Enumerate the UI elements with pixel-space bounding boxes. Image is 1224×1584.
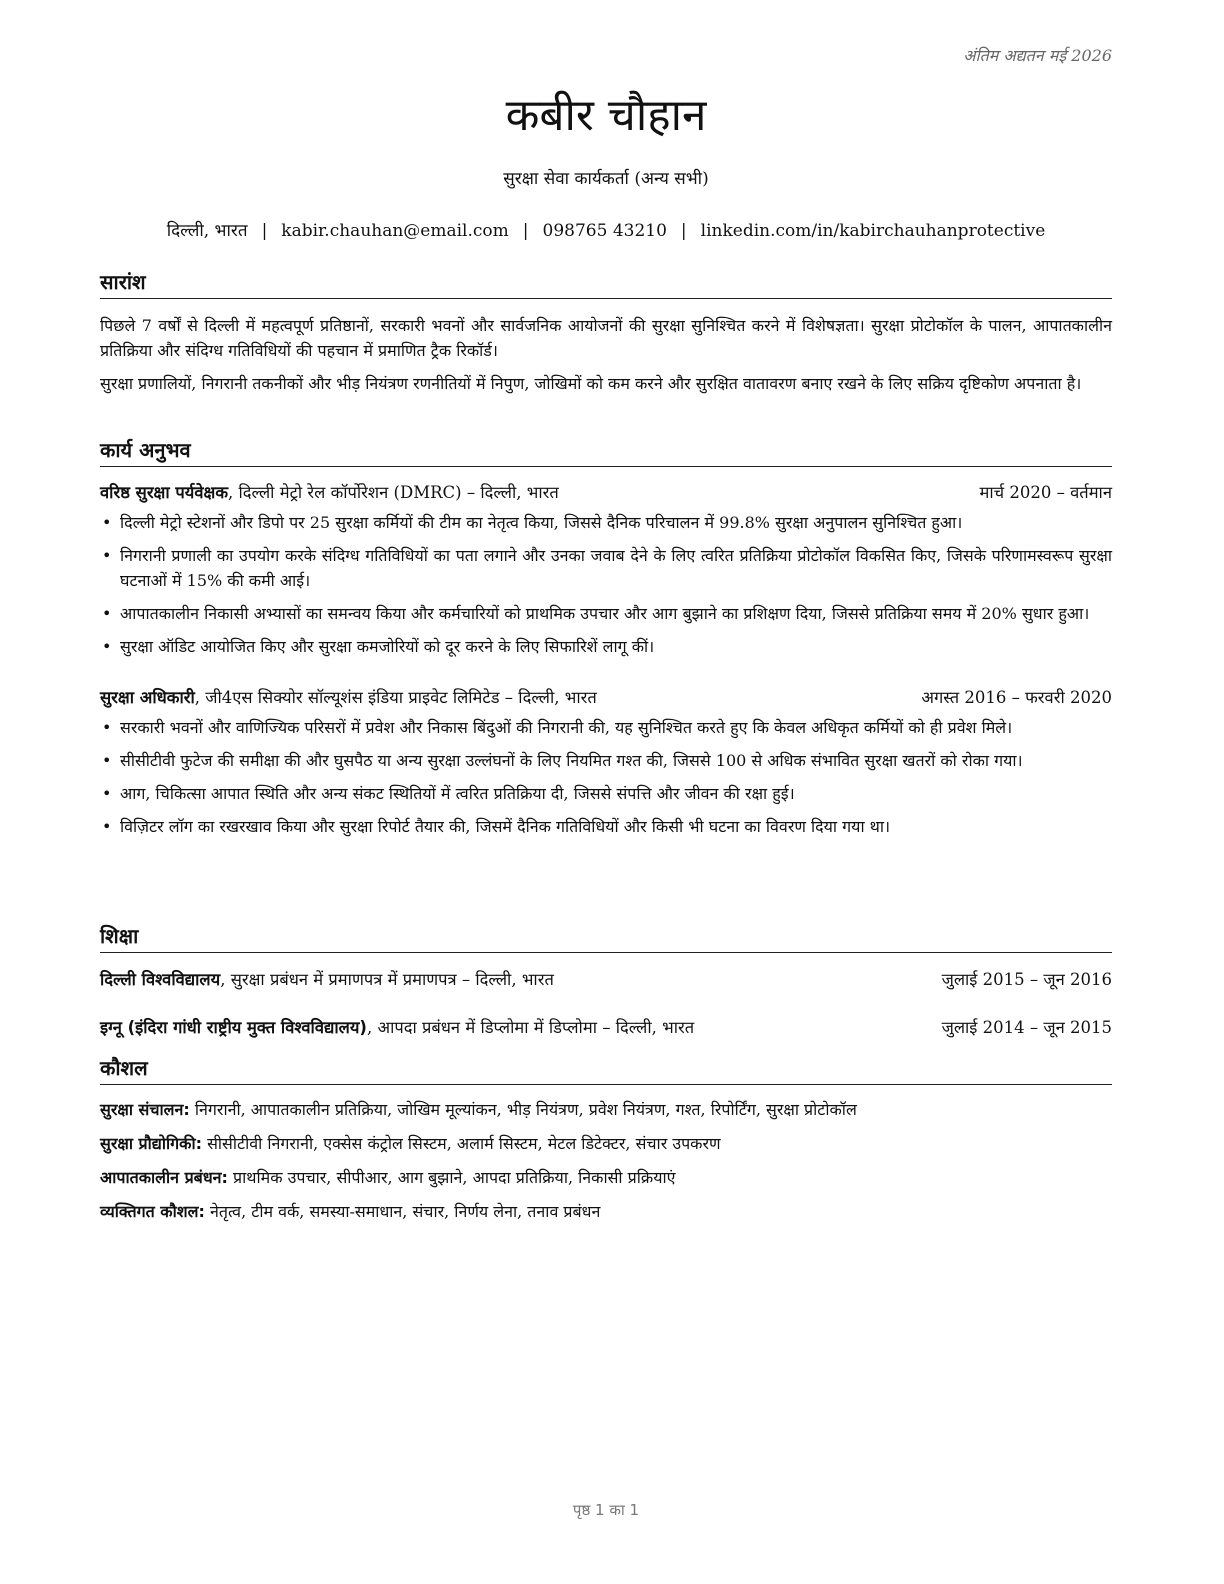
job-bullets bbox=[100, 510, 1112, 659]
contact-linkedin[interactable]: linkedin.com/in/kabirchauhanprotective bbox=[700, 221, 1046, 241]
summary-section bbox=[100, 268, 1112, 396]
list-item: • सीसीटीवी फुटेज की समीक्षा की और घुसपैठ या अन्य सुरक्षा उल्लंघनों के लिए नियमित गश्त की, जिससे 100 से अधिक संभावित सुरक्षा खतरों को रोका गया। bbox=[102, 751, 1023, 770]
experience-section bbox=[100, 436, 1112, 839]
education-heading: शिक्षा bbox=[100, 922, 1112, 953]
skills-value: सीसीटीवी निगरानी, एक्सेस कंट्रोल सिस्टम, अलार्म सिस्टम, मेटल डिटेक्टर, संचार उपकरण bbox=[202, 1134, 721, 1153]
job-entry bbox=[100, 685, 1112, 839]
skills-section bbox=[100, 1054, 1112, 1225]
job-role: वरिष्ठ सुरक्षा पर्यवेक्षक bbox=[100, 483, 229, 502]
education-item bbox=[100, 967, 1112, 993]
skills-label: आपातकालीन प्रबंधन: bbox=[100, 1168, 228, 1187]
job-title: सुरक्षा सेवा कार्यकर्ता (अन्य सभी) bbox=[503, 169, 709, 189]
summary-paragraph: पिछले 7 वर्षों से दिल्ली में महत्वपूर्ण प्रतिष्ठानों, सरकारी भवनों और सार्वजनिक आयोजनों की सुरक्षा सुनिश्चित करने में विशेषज्ञता। सुरक्षा प्रोटोकॉल के पालन, आपातकालीन प्रतिक्रिया और संदिग्ध गतिविधियों की पहचान में प्रमाणित ट्रैक रिकॉर्ड। bbox=[100, 316, 1112, 360]
list-item: • आग, चिकित्सा आपात स्थिति और अन्य संकट स्थितियों में त्वरित प्रतिक्रिया दी, जिससे संपत्ति और जीवन की रक्षा हुई। bbox=[102, 784, 795, 803]
education-detail: , आपदा प्रबंधन में डिप्लोमा में डिप्लोमा – दिल्ली, भारत bbox=[366, 1018, 695, 1037]
skills-value: नेतृत्व, टीम वर्क, समस्या-समाधान, संचार, निर्णय लेना, तनाव प्रबंधन bbox=[204, 1202, 601, 1221]
resume-page bbox=[100, 0, 1112, 1584]
skills-row bbox=[100, 1097, 1112, 1123]
contact-line bbox=[100, 219, 1112, 243]
education-school: इग्नू (इंदिरा गांधी राष्ट्रीय मुक्त विश्वविद्यालय) bbox=[100, 1018, 367, 1037]
page-number: पृष्ठ 1 का 1 bbox=[572, 1501, 640, 1519]
job-entry bbox=[100, 480, 1112, 659]
skills-heading: कौशल bbox=[100, 1054, 1112, 1085]
education-dates: जुलाई 2014 – जून 2015 bbox=[941, 1018, 1112, 1037]
education-item bbox=[100, 1015, 1112, 1041]
contact-location: दिल्ली, भारत bbox=[166, 221, 248, 241]
skills-label: व्यक्तिगत कौशल: bbox=[100, 1202, 205, 1221]
skills-row bbox=[100, 1131, 1112, 1157]
summary-heading: सारांश bbox=[100, 268, 1112, 299]
job-header bbox=[100, 685, 1112, 711]
job-header bbox=[100, 480, 1112, 506]
education-section bbox=[100, 922, 1112, 1041]
summary-paragraph: सुरक्षा प्रणालियों, निगरानी तकनीकों और भीड़ नियंत्रण रणनीतियों में निपुण, जोखिमों को कम करने और सुरक्षित वातावरण बनाए रखने के लिए सक्रिय दृष्टिकोण अपनाता है। bbox=[100, 374, 1082, 393]
list-item: • आपातकालीन निकासी अभ्यासों का समन्वय किया और कर्मचारियों को प्राथमिक उपचार और आग बुझाने का प्रशिक्षण दिया, जिससे प्रतिक्रिया समय में 20% सुधार हुआ। bbox=[102, 604, 1090, 623]
contact-separator: | bbox=[522, 221, 529, 241]
list-item: • निगरानी प्रणाली का उपयोग करके संदिग्ध गतिविधियों का पता लगाने और उनका जवाब देने के लिए त्वरित प्रतिक्रिया प्रोटोकॉल विकसित किए, जिसके परिणामस्वरूप सुरक्षा घटनाओं में 15% की कमी आई। bbox=[102, 546, 1112, 590]
job-org: , जी4एस सिक्योर सॉल्यूशंस इंडिया प्राइवेट लिमिटेड – दिल्ली, भारत bbox=[194, 688, 597, 707]
job-bullets bbox=[100, 715, 1112, 839]
list-item: • सुरक्षा ऑडिट आयोजित किए और सुरक्षा कमजोरियों को दूर करने के लिए सिफारिशें लागू कीं। bbox=[102, 637, 655, 656]
skills-value: निगरानी, आपातकालीन प्रतिक्रिया, जोखिम मूल्यांकन, भीड़ नियंत्रण, प्रवेश नियंत्रण, गश्त, रिपोर्टिंग, सुरक्षा प्रोटोकॉल bbox=[189, 1100, 857, 1119]
experience-heading: कार्य अनुभव bbox=[100, 436, 1112, 467]
skills-row bbox=[100, 1199, 1112, 1225]
skills-value: प्राथमिक उपचार, सीपीआर, आग बुझाने, आपदा प्रतिक्रिया, निकासी प्रक्रियाएं bbox=[227, 1168, 676, 1187]
job-org: , दिल्ली मेट्रो रेल कॉर्पोरेशन (DMRC) – दिल्ली, भारत bbox=[228, 483, 559, 502]
skills-label: सुरक्षा प्रौद्योगिकी: bbox=[100, 1134, 203, 1153]
contact-separator: | bbox=[680, 221, 687, 241]
contact-separator: | bbox=[261, 221, 268, 241]
candidate-name: कबीर चौहान bbox=[505, 90, 707, 141]
education-dates: जुलाई 2015 – जून 2016 bbox=[941, 970, 1112, 989]
job-dates: अगस्त 2016 – फरवरी 2020 bbox=[921, 688, 1112, 707]
education-school: दिल्ली विश्वविद्यालय bbox=[100, 970, 221, 989]
job-dates: मार्च 2020 – वर्तमान bbox=[979, 483, 1112, 502]
skills-row bbox=[100, 1165, 1112, 1191]
job-role: सुरक्षा अधिकारी bbox=[100, 688, 195, 707]
last-updated: अंतिम अद्यतन मई 2026 bbox=[963, 46, 1112, 65]
contact-email[interactable]: kabir.chauhan@email.com bbox=[281, 221, 509, 241]
education-detail: , सुरक्षा प्रबंधन में प्रमाणपत्र में प्रमाणपत्र – दिल्ली, भारत bbox=[220, 970, 554, 989]
list-item: • सरकारी भवनों और वाणिज्यिक परिसरों में प्रवेश और निकास बिंदुओं की निगरानी की, यह सुनिश्चित करते हुए कि केवल अधिकृत कर्मियों को ही प्रवेश मिले। bbox=[102, 718, 1013, 737]
skills-label: सुरक्षा संचालन: bbox=[100, 1100, 190, 1119]
contact-phone: 098765 43210 bbox=[542, 221, 667, 241]
list-item: • दिल्ली मेट्रो स्टेशनों और डिपो पर 25 सुरक्षा कर्मियों की टीम का नेतृत्व किया, जिससे दैनिक परिचालन में 99.8% सुरक्षा अनुपालन सुनिश्चित हुआ। bbox=[102, 513, 963, 532]
list-item: • विज़िटर लॉग का रखरखाव किया और सुरक्षा रिपोर्ट तैयार की, जिसमें दैनिक गतिविधियों और किसी भी घटना का विवरण दिया गया था। bbox=[102, 817, 891, 836]
